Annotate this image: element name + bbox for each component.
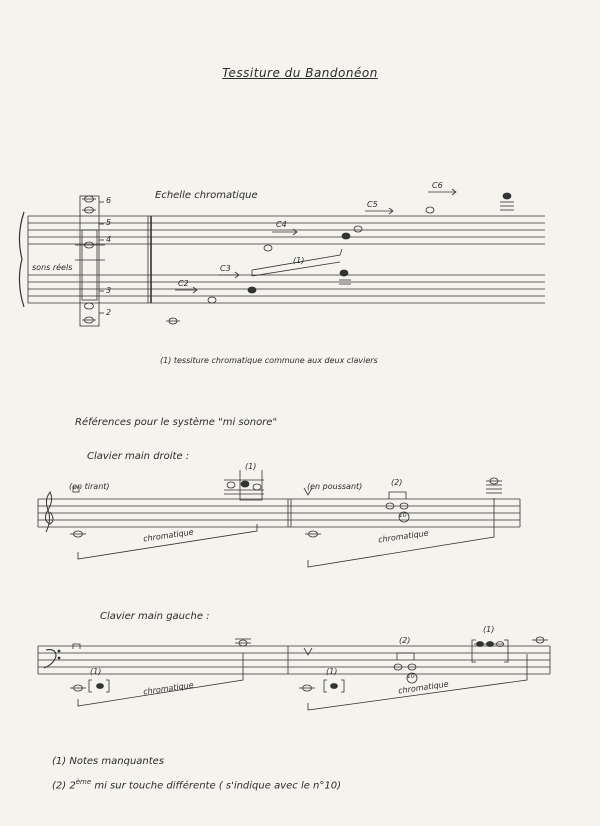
rh-chromatique-2: chromatique [377,528,430,545]
echelle-label: Echelle chromatique [155,190,258,201]
octave-label-4: 4 [106,235,112,244]
lh-chromatique-1: chromatique [142,680,195,697]
page-title: Tessiture du Bandonéon [222,66,378,80]
footnote-1: (1) Notes manquantes [52,756,165,767]
footnote-2-number: (2) [52,780,67,792]
octave-label-5: 5 [106,218,112,227]
rh-chromatique-1: chromatique [142,527,195,544]
references-heading: Références pour le système "mi sonore" [75,417,278,428]
c6-label: C6 [432,181,443,190]
c5-label: C5 [367,200,378,209]
rh-staff-lines [38,499,520,527]
lh-marker-1c: (1) [483,625,495,634]
rh-tirant: (en tirant) [69,482,110,491]
lh-marker-1a: (1) [90,667,102,676]
footnote-2-ordinal: 2 [69,780,76,792]
common-range-marker: (1) [293,256,305,265]
rh-circle-10: 10 [399,512,407,519]
rh-title: Clavier main droite : [87,451,190,462]
footnote-2-text: mi sur touche différente ( s'indique avec le n°10) [91,780,342,792]
lh-circle-10: 10 [407,673,415,680]
sons-reels-label: sons réels [32,263,73,272]
lh-marker-1b: (1) [326,667,338,676]
rh-poussant: (en poussant) [307,482,363,491]
lh-title: Clavier main gauche : [100,611,210,622]
common-range-note: (1) tessiture chromatique commune aux deux claviers [160,356,378,365]
octave-label-6: 6 [106,196,112,205]
rh-marker-2: (2) [391,478,403,487]
c3-label: C3 [220,264,231,273]
footnotes [52,752,341,796]
rh-marker-1: (1) [245,462,257,471]
c2-label: C2 [178,279,189,288]
lh-chromatique-2: chromatique [397,679,450,696]
lh-marker-2: (2) [399,636,411,645]
octave-label-3: 3 [106,286,112,295]
footnote-2 [52,772,341,796]
footnote-2-sup: ème [75,778,92,786]
c4-label: C4 [276,220,287,229]
lh-staff-lines [38,646,550,674]
octave-label-2: 2 [106,308,112,317]
